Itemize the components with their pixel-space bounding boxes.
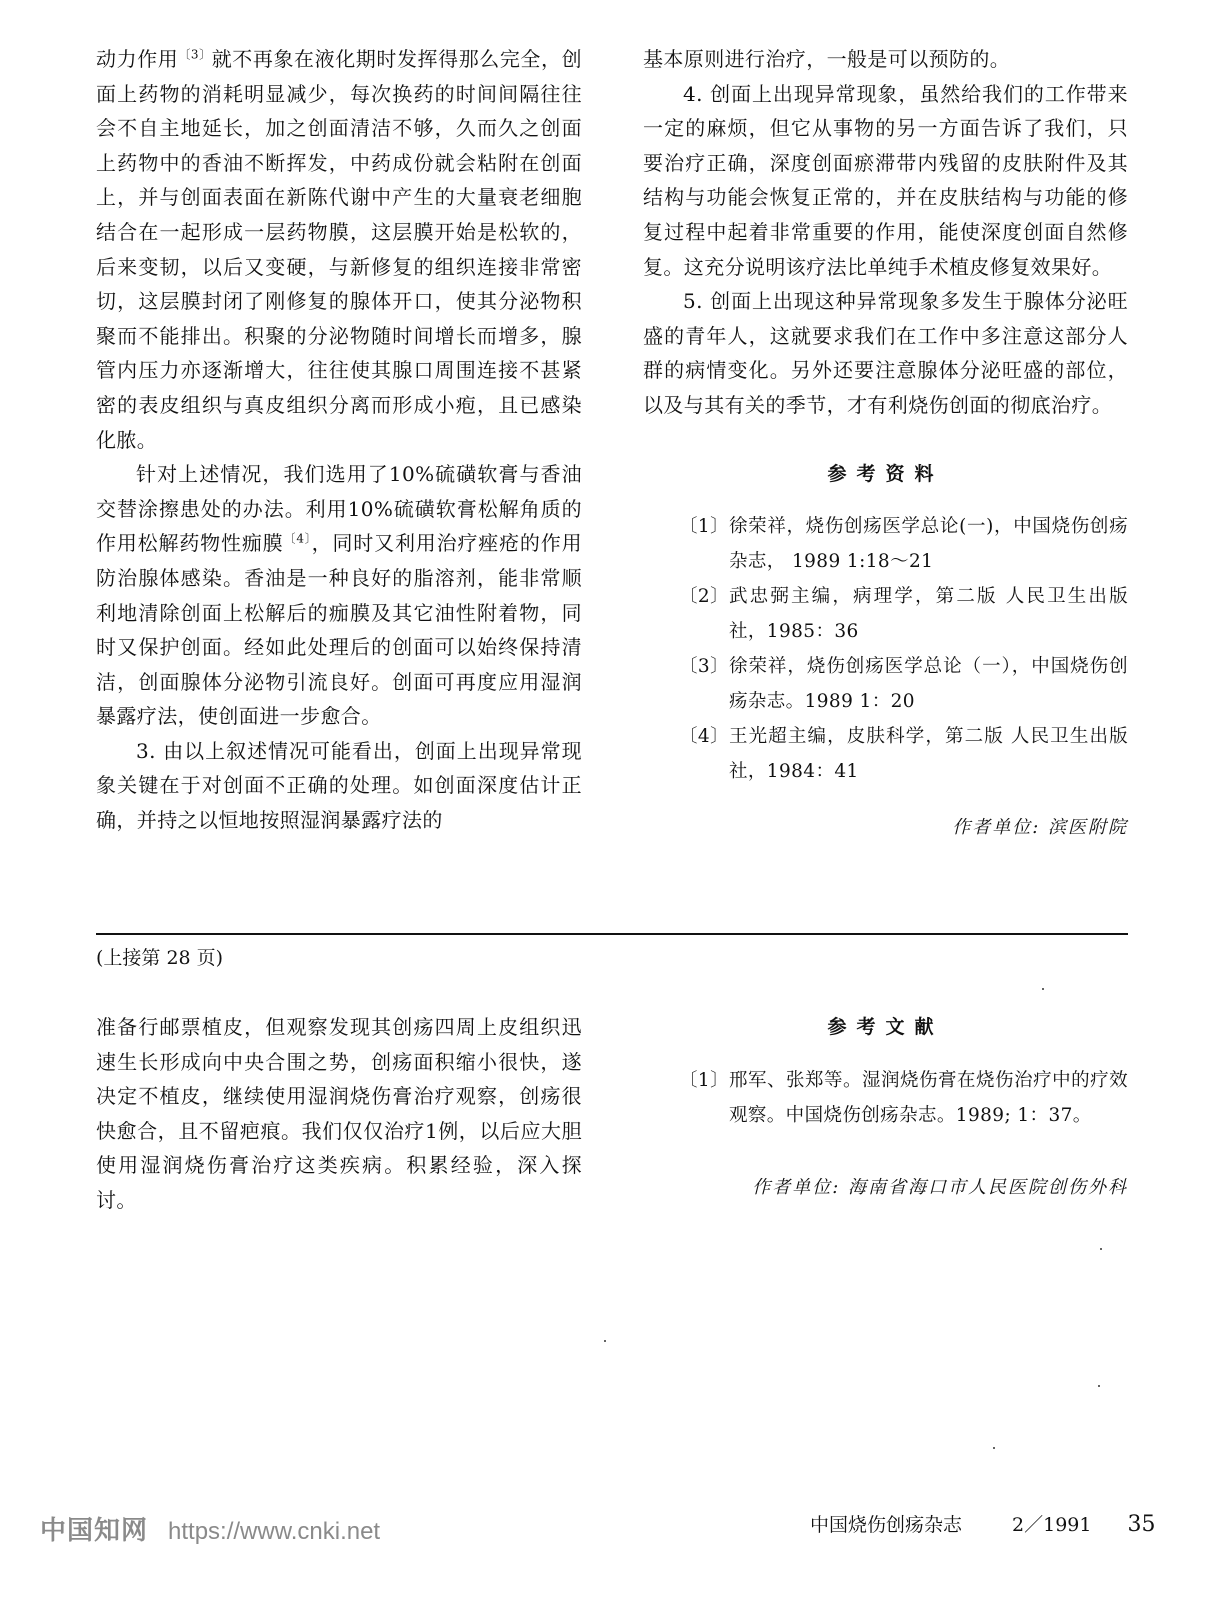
left-column-bottom xyxy=(96,1010,582,1218)
text-run: ，同时又利用治疗痤疮的作用防治腺体感染。香油是一种良好的脂溶剂，能非常顺利地清除创面上松解后的痂膜及其它油性附着物，同时又保护创面。经如此处理后的创面可以始终保持清洁，创面腺体分泌物引流良好。创面可再度应用湿润暴露疗法，使创面进一步愈合。 xyxy=(96,531,582,729)
scan-speck xyxy=(1042,988,1044,990)
page-number: 35 xyxy=(1127,1512,1156,1537)
scan-speck xyxy=(1100,1248,1102,1250)
reference-item xyxy=(643,579,1128,649)
reference-text: 徐荣祥，烧伤创疡医学总论（一），中国烧伤创疡杂志。1989 1：20 xyxy=(728,656,1128,713)
author-affiliation: 作者单位: 海南省海口市人民医院创伤外科 xyxy=(752,1176,1128,1198)
reference-text: 王光超主编，皮肤科学，第二版 人民卫生出版社，1984：41 xyxy=(728,726,1128,783)
reference-number: 〔2〕 xyxy=(679,586,729,608)
journal-name: 中国烧伤创疡杂志 xyxy=(810,1514,963,1536)
citation-marker: 〔4〕 xyxy=(283,531,312,546)
reference-number: 〔3〕 xyxy=(679,656,729,678)
reference-text: 武忠弼主编，病理学，第二版 人民卫生出版社，1985：36 xyxy=(728,586,1128,643)
issue-number: 2／1991 xyxy=(1012,1514,1092,1536)
references-heading: 参考文献 xyxy=(827,1016,944,1038)
references-heading: 参考资料 xyxy=(827,462,944,485)
paragraph: 基本原则进行治疗，一般是可以预防的。 xyxy=(643,47,1011,71)
reference-number: 〔1〕 xyxy=(679,1069,729,1091)
continuation-note: (上接第 28 页) xyxy=(96,947,224,969)
right-column-top xyxy=(643,42,1128,846)
paragraph: 5. 创面上出现这种异常现象多发生于腺体分泌旺盛的青年人，这就要求我们在工作中多注意这部分人群的病情变化。另外还要注意腺体分泌旺盛的部位，以及与其有关的季节，才有利烧伤创面的彻底治疗。 xyxy=(643,289,1128,417)
running-footer xyxy=(810,1510,1155,1537)
author-affiliation: 作者单位: 滨医附院 xyxy=(952,817,1128,839)
reference-text: 徐荣祥，烧伤创疡医学总论(一)，中国烧伤创疡杂志， 1989 1:18～21 xyxy=(728,516,1128,573)
site-url[interactable]: https://www.cnki.net xyxy=(168,1518,381,1545)
text-run: 针对上述情况，我们选用了10%硫磺软膏与香油交替涂擦患处的办法。利用10%硫磺软膏松解角质的作用松解药物性痂膜 xyxy=(96,462,582,556)
reference-item xyxy=(643,509,1128,579)
reference-number: 〔4〕 xyxy=(679,726,729,748)
reference-list xyxy=(643,509,1128,789)
paragraph: 3. 由以上叙述情况可能看出，创面上出现异常现象关键在于对创面不正确的处理。如创面深度估计正确，并持之以恒地按照湿润暴露疗法的 xyxy=(96,738,582,833)
paragraph xyxy=(96,42,582,457)
right-column-bottom xyxy=(643,1010,1128,1205)
reference-item xyxy=(643,1063,1128,1133)
scan-speck xyxy=(1098,1385,1100,1387)
scan-speck xyxy=(604,1340,606,1342)
left-column-top xyxy=(96,42,582,838)
reference-text: 邢军、张郑等。湿润烧伤膏在烧伤治疗中的疗效观察。中国烧伤创疡杂志。1989; 1：37。 xyxy=(728,1069,1128,1126)
scan-speck xyxy=(993,1447,995,1449)
watermark xyxy=(40,1510,380,1547)
paragraph xyxy=(96,457,582,734)
cnki-logo: 中国知网 xyxy=(40,1516,149,1546)
reference-list xyxy=(643,1063,1128,1133)
text-run: 动力作用 xyxy=(96,47,179,71)
section-divider xyxy=(96,933,1128,935)
reference-item xyxy=(643,719,1128,789)
citation-marker: 〔3〕 xyxy=(178,47,212,62)
reference-item xyxy=(643,649,1128,719)
paragraph: 准备行邮票植皮，但观察发现其创疡四周上皮组织迅速生长形成向中央合围之势，创疡面积缩小很快，遂决定不植皮，继续使用湿润烧伤膏治疗观察，创疡很快愈合，且不留疤痕。我们仅仅治疗1例，以后应大胆使用湿润烧伤膏治疗这类疾病。积累经验，深入探讨。 xyxy=(96,1015,582,1212)
reference-number: 〔1〕 xyxy=(679,516,729,538)
text-run: 就不再象在液化期时发挥得那么完全，创面上药物的消耗明显减少，每次换药的时间间隔往往会不自主地延长，加之创面清洁不够，久而久之创面上药物中的香油不断挥发，中药成份就会粘附在创面上，并与创面表面在新陈代谢中产生的大量衰老细胞结合在一起形成一层药物膜，这层膜开始是松软的，后来变韧，以后又变硬，与新修复的组织连接非常密切，这层膜封闭了刚修复的腺体开口，使其分泌物积聚而不能排出。积聚的分泌物随时间增长而增多，腺管内压力亦逐渐增大，往往使其腺口周围连接不甚紧密的表皮组织与真皮组织分离而形成小疱，且已感染化脓。 xyxy=(96,47,582,452)
paragraph: 4. 创面上出现异常现象，虽然给我们的工作带来一定的麻烦，但它从事物的另一方面告诉了我们，只要治疗正确，深度创面瘀滞带内残留的皮肤附件及其结构与功能会恢复正常的，并在皮肤结构与功能的修复过程中起着非常重要的作用，能使深度创面自然修复。这充分说明该疗法比单纯手术植皮修复效果好。 xyxy=(643,81,1128,279)
